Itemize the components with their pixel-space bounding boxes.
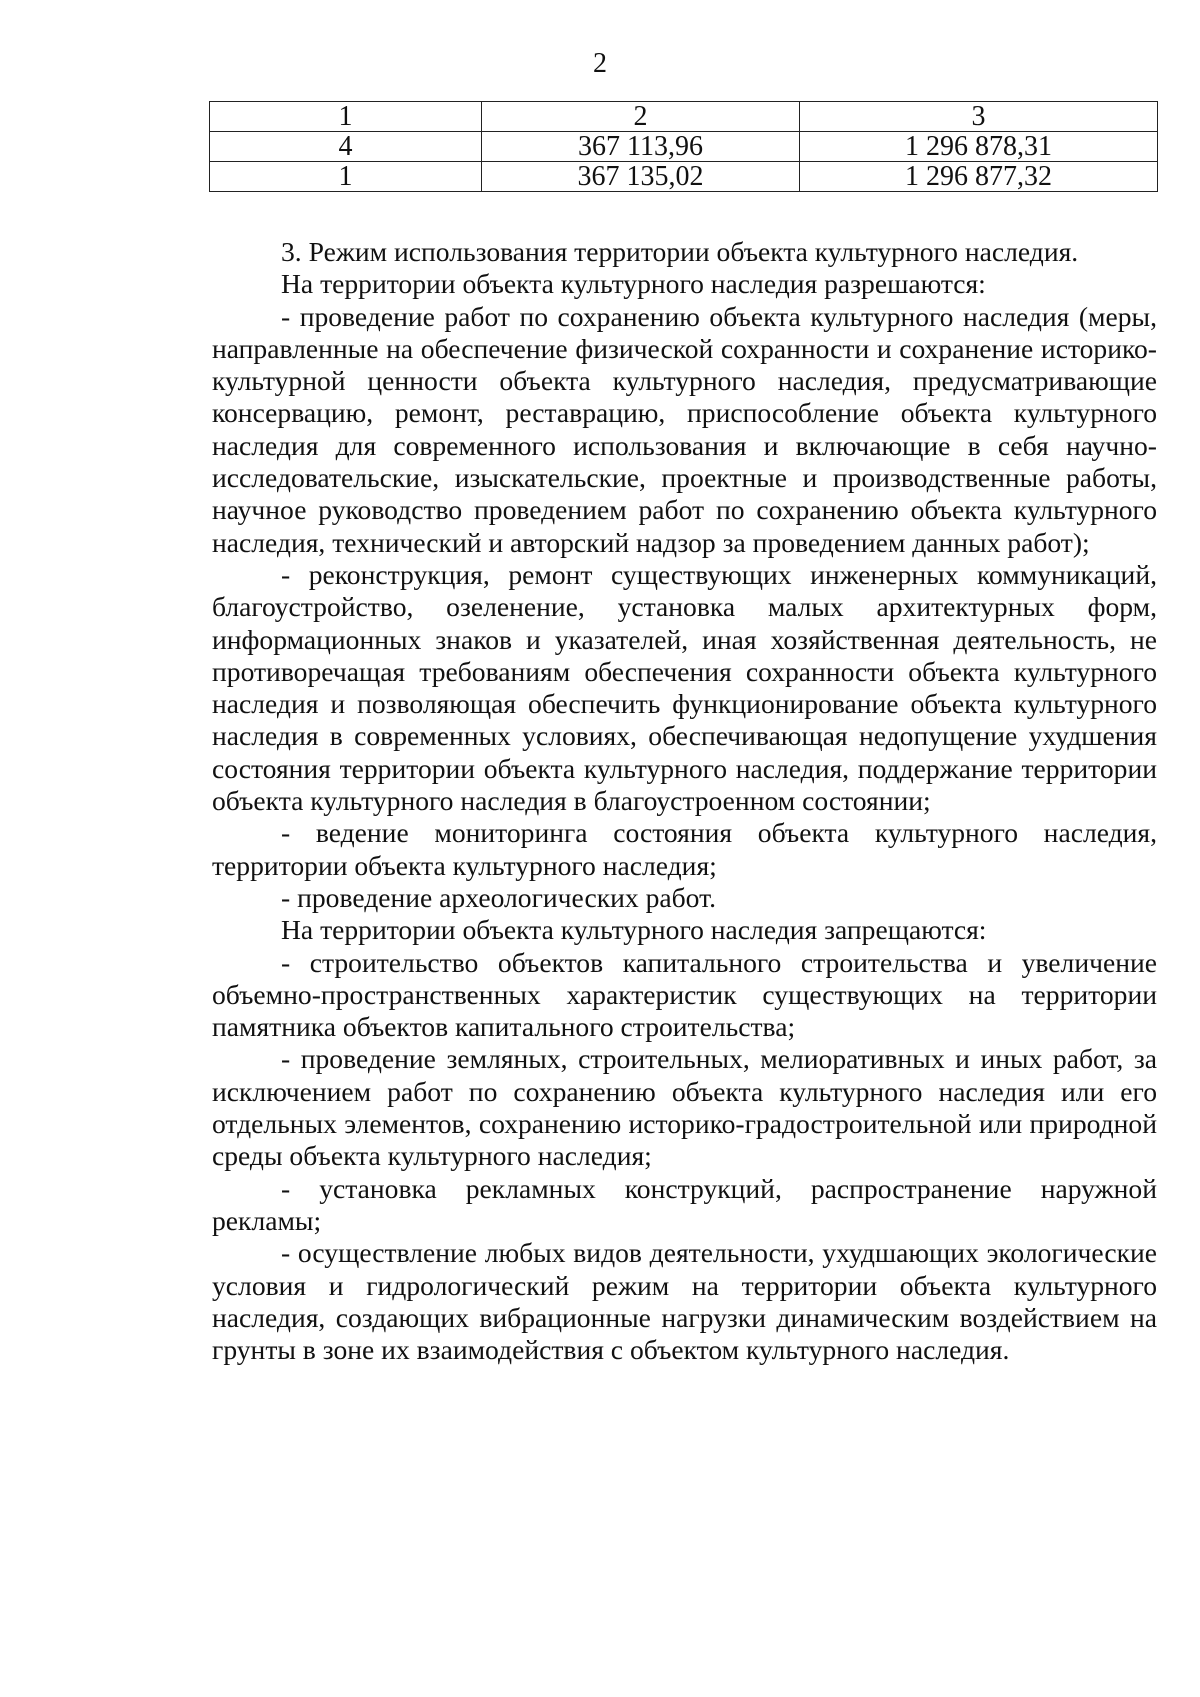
paragraph: На территории объекта культурного наследия запрещаются: bbox=[281, 914, 987, 946]
table-cell: 2 bbox=[482, 102, 800, 132]
body-text bbox=[212, 236, 1157, 1366]
table-cell: 367 113,96 bbox=[482, 132, 800, 162]
table-cell: 1 bbox=[210, 102, 482, 132]
coordinates-table bbox=[209, 101, 1158, 192]
list-item: - проведение работ по сохранению объекта культурного наследия (меры, направленные на обеспечение физической сохранности и сохранение историко-культурной ценности объекта культурного наследия, предусматривающие консервацию, ремонт, реставрацию, приспособление объекта культурного наследия для современного использования и включающие в себя научно-исследовательские, изыскательские, проектные и производственные работы, научное руководство проведением работ по сохранению объекта культурного наследия, технический и авторский надзор за проведением данных работ); bbox=[212, 300, 1157, 558]
list-item: - реконструкция, ремонт существующих инженерных коммуникаций, благоустройство, озеленение, установка малых архитектурных форм, информационных знаков и указателей, иная хозяйственная деятельность, не противоречащая требованиям обеспечения сохранности объекта культурного наследия и позволяющая обеспечить функционирование объекта культурного наследия в современных условиях, обеспечивающая недопущение ухудшения состояния территории объекта культурного наследия, поддержание территории объекта культурного наследия в благоустроенном состоянии; bbox=[212, 558, 1157, 817]
table-cell: 4 bbox=[210, 132, 482, 162]
list-item: - ведение мониторинга состояния объекта культурного наследия, территории объекта культурного наследия; bbox=[212, 817, 1157, 881]
table-cell: 1 bbox=[210, 162, 482, 192]
list-item: - строительство объектов капитального строительства и увеличение объемно-пространственных характеристик существующих на территории памятника объектов капитального строительства; bbox=[212, 946, 1157, 1043]
table-header-row bbox=[210, 102, 1158, 132]
table-cell: 1 296 877,32 bbox=[800, 162, 1158, 192]
table-cell: 367 135,02 bbox=[482, 162, 800, 192]
list-item: - проведение археологических работ. bbox=[281, 881, 716, 913]
list-item: - проведение земляных, строительных, мелиоративных и иных работ, за исключением работ по сохранению объекта культурного наследия или его отдельных элементов, сохранению историко-градостроительной или природной среды объекта культурного наследия; bbox=[212, 1043, 1157, 1172]
section-heading: 3. Режим использования территории объекта культурного наследия. bbox=[281, 236, 1079, 267]
table-cell: 1 296 878,31 bbox=[800, 132, 1158, 162]
table-cell: 3 bbox=[800, 102, 1158, 132]
page-number: 2 bbox=[593, 48, 607, 79]
table-row bbox=[210, 132, 1158, 162]
paragraph: На территории объекта культурного наследия разрешаются: bbox=[281, 268, 986, 300]
list-item: - установка рекламных конструкций, распространение наружной рекламы; bbox=[212, 1172, 1157, 1236]
list-item: - осуществление любых видов деятельности, ухудшающих экологические условия и гидрологический режим на территории объекта культурного наследия, создающих вибрационные нагрузки динамическим воздействием на грунты в зоне их взаимодействия с объектом культурного наследия. bbox=[212, 1237, 1157, 1366]
table-row bbox=[210, 162, 1158, 192]
